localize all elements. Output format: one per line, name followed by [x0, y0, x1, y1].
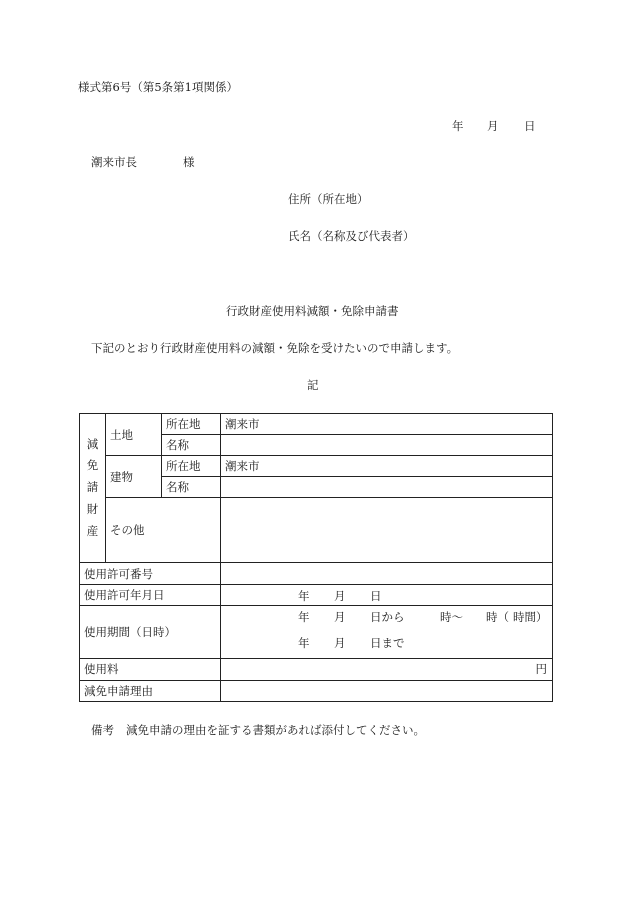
- addressee-name: 潮来市長: [91, 155, 137, 169]
- other-value: [221, 498, 553, 563]
- building-location-label: 所在地: [162, 456, 221, 477]
- table-row: [80, 563, 553, 584]
- date-year: 年: [452, 119, 464, 133]
- building-name-value: [221, 477, 553, 498]
- building-location-value: 潮来市: [221, 456, 553, 477]
- note-label: 備考: [91, 723, 114, 737]
- permit-year: 年: [298, 588, 310, 603]
- period-to-year: 年: [298, 635, 310, 650]
- table-row: [80, 456, 553, 477]
- date-month: 月: [487, 119, 499, 133]
- building-name-label: 名称: [162, 477, 221, 498]
- date-day: 日: [524, 119, 536, 133]
- land-label: 土地: [106, 414, 162, 456]
- table-row: [80, 605, 553, 658]
- land-name-value: [221, 435, 553, 456]
- property-char: 減: [86, 436, 99, 451]
- property-label: [80, 414, 106, 563]
- period-value: [221, 605, 553, 658]
- period-to-month: 月: [334, 635, 346, 650]
- property-char: 免: [86, 458, 99, 473]
- property-char: 請: [86, 480, 99, 495]
- period-from-month: 月: [334, 609, 346, 624]
- period-label: 使用期間（日時）: [80, 605, 221, 658]
- building-label: 建物: [106, 456, 162, 498]
- permit-date-value: [221, 584, 553, 605]
- period-from-time: 時～: [440, 609, 463, 624]
- permit-number-label: 使用許可番号: [80, 563, 221, 584]
- land-location-label: 所在地: [162, 414, 221, 435]
- addressee-honorific: 様: [183, 155, 195, 169]
- table-row: [80, 658, 553, 680]
- property-char: 産: [86, 524, 99, 538]
- yen-unit: 円: [535, 662, 547, 677]
- application-table: [79, 413, 553, 702]
- land-location-value: 潮来市: [221, 414, 553, 435]
- table-row: [80, 680, 553, 701]
- period-to-day: 日まで: [370, 635, 405, 650]
- permit-date-label: 使用許可年月日: [80, 584, 221, 605]
- period-hours: 時間）: [513, 609, 548, 624]
- note-text: 減免申請の理由を証する書類があれば添付してください。: [126, 723, 425, 737]
- ki-heading: 記: [307, 378, 319, 392]
- period-from-year: 年: [298, 609, 310, 624]
- fee-label: 使用料: [80, 658, 221, 680]
- applicant-address-label: 住所（所在地）: [288, 192, 369, 206]
- table-row: [80, 414, 553, 435]
- land-name-label: 名称: [162, 435, 221, 456]
- permit-number-value: [221, 563, 553, 584]
- form-number: 様式第6号（第5条第1項関係）: [78, 80, 238, 94]
- fee-value: [221, 658, 553, 680]
- table-row: [80, 584, 553, 605]
- period-from-day: 日から: [370, 609, 405, 624]
- applicant-name-label: 氏名（名称及び代表者）: [288, 229, 415, 243]
- permit-day: 日: [370, 588, 382, 603]
- property-char: 財: [86, 502, 99, 517]
- table-row: [80, 498, 553, 563]
- period-from-time2: 時（: [486, 609, 509, 624]
- intro-text: 下記のとおり行政財産使用料の減額・免除を受けたいので申請します。: [91, 341, 459, 355]
- other-label: その他: [106, 498, 221, 563]
- reason-label: 減免申請理由: [80, 680, 221, 701]
- reason-value: [221, 680, 553, 701]
- permit-month: 月: [334, 588, 346, 603]
- document-title: 行政財産使用料減額・免除申請書: [226, 304, 399, 318]
